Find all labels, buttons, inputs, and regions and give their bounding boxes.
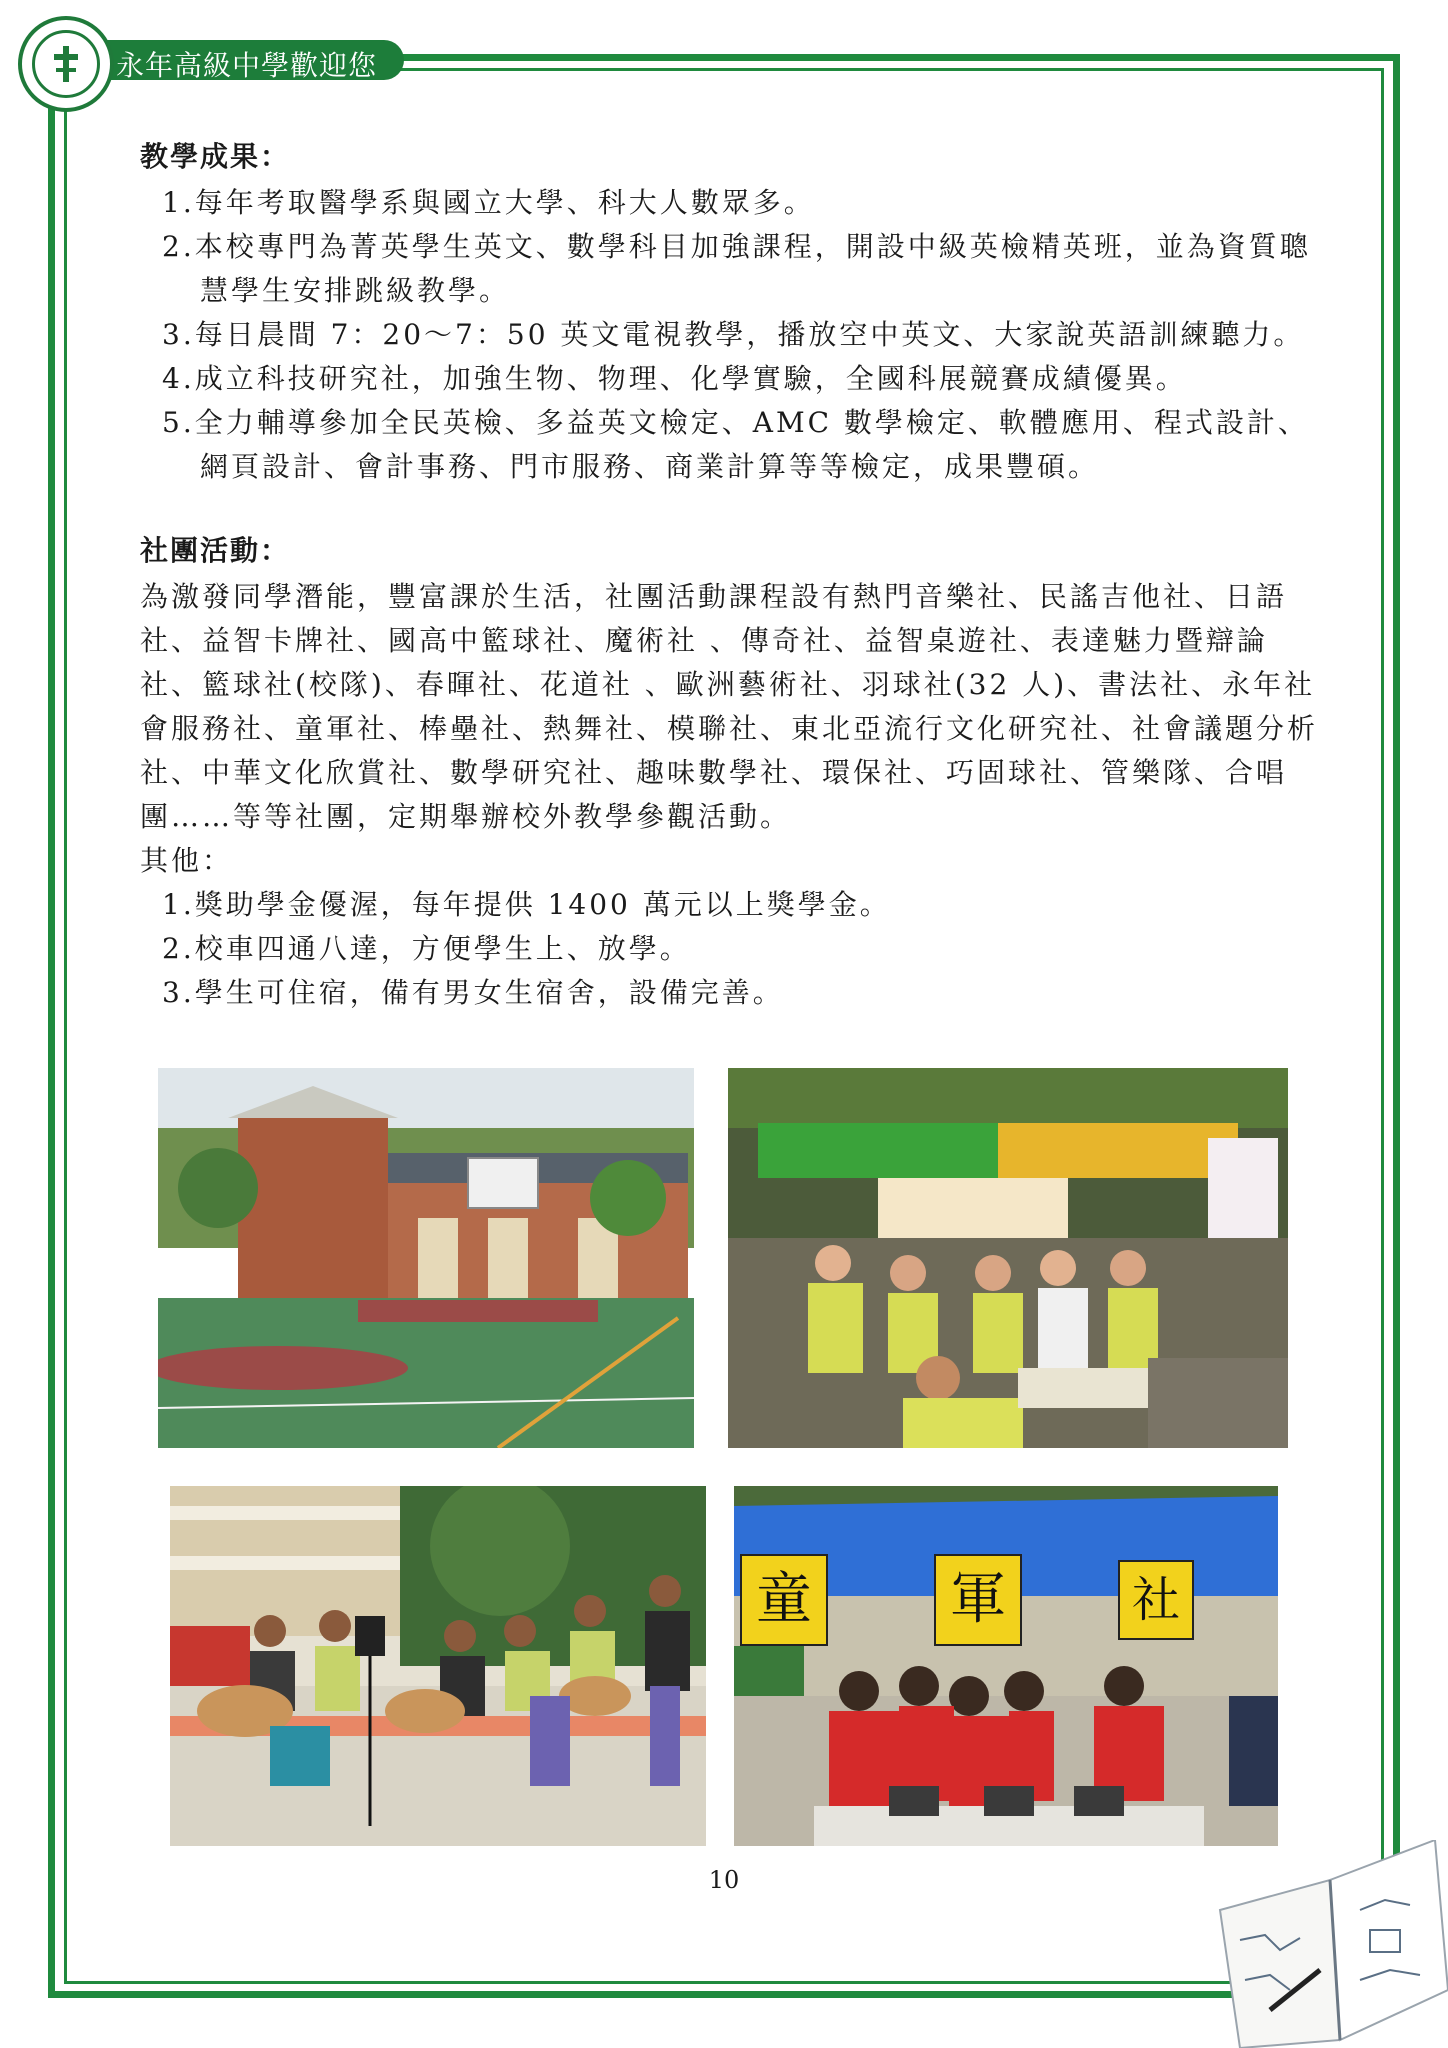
other-title: 其他：	[140, 844, 234, 877]
notebook-decoration-icon	[1210, 1840, 1448, 2048]
photo-food-stall	[728, 1068, 1288, 1448]
list-item: 1.獎助學金優渥，每年提供 1400 萬元以上獎學金。	[162, 888, 891, 921]
section-title-clubs: 社團活動：	[140, 534, 291, 567]
list-item: 3.每日晨間 7：20～7：50 英文電視教學，播放空中英文、大家說英語訓練聽力。	[162, 318, 1305, 351]
list-item: 2.校車四通八達，方便學生上、放學。	[162, 932, 691, 965]
header-title: 永年高級中學歡迎您	[116, 49, 378, 82]
other-list	[140, 883, 1320, 1015]
section-title-teaching-results: 教學成果：	[140, 140, 291, 173]
page-number: 10	[708, 1866, 740, 1894]
list-item: 1.每年考取醫學系與國立大學、科大人數眾多。	[162, 186, 815, 219]
school-logo	[18, 16, 114, 112]
logo-emblem-icon	[52, 46, 80, 82]
scout-sign-2: 軍	[934, 1554, 1022, 1646]
photo-scout-club	[734, 1486, 1278, 1846]
list-item: 2.本校專門為菁英學生英文、數學科目加強課程，開設中級英檢精英班，並為資質聰慧學生安排跳級教學。	[162, 230, 1311, 307]
list-item: 5.全力輔導參加全民英檢、多益英文檢定、AMC 數學檢定、軟體應用、程式設計、網頁設計、會計事務、門市服務、商業計算等等檢定，成果豐碩。	[162, 406, 1309, 483]
scout-sign-1: 童	[740, 1554, 828, 1646]
teaching-results-list	[140, 181, 1320, 489]
list-item: 4.成立科技研究社，加強生物、物理、化學實驗，全國科展競賽成績優異。	[162, 362, 1187, 395]
list-item: 3.學生可住宿，備有男女生宿舍，設備完善。	[162, 976, 784, 1009]
photo-guitar-performance	[170, 1486, 706, 1846]
main-content	[140, 135, 1320, 1015]
scout-sign-3: 社	[1118, 1560, 1194, 1640]
photo-campus-court	[158, 1068, 694, 1448]
clubs-paragraph: 為激發同學潛能，豐富課於生活，社團活動課程設有熱門音樂社、民謠吉他社、日語社、益智卡牌社、國高中籃球社、魔術社 、傳奇社、益智桌遊社、表達魅力暨辯論社、籃球社(校隊)、春暉社、花道社 、歐洲藝術社、羽球社(32 人)、書法社、永年社會服務社、童軍社、棒壘社、熱舞社、模聯社、東北亞流行文化研究社、社會議題分析社、中華文化欣賞社、數學研究社、趣味數學社、環保社、巧固球社、管樂隊、合唱團……等等社團，定期舉辦校外教學參觀活動。	[140, 580, 1319, 833]
